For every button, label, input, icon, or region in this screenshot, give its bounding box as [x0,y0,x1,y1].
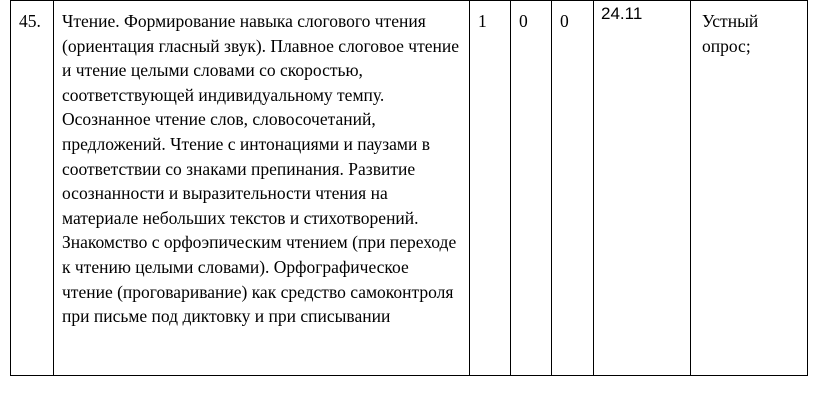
lesson-topic-cell [54,1,470,376]
hours-practice: 0 [560,11,569,31]
lesson-number: 45. [19,11,41,31]
hours-total-cell [470,1,511,376]
hours-total: 1 [478,11,487,31]
lesson-date: 24.11 [601,4,643,23]
hours-control: 0 [519,11,528,31]
lesson-plan-table [10,0,808,376]
lesson-topic: Чтение. Формирование навыка слогового чтения (ориентация гласный звук). Плавное слоговое чтение и чтение целыми словами со скоростью, соответствующей индивидуальному темпу. Осознанное чтение слов, словосочетаний, предложений. Чтение с интонациями и паузами в соответствии со знаками препинания. Развитие осознанности и выразительности чтения на материале небольших текстов и стихотворений. Знакомство с орфоэпическим чтением (при переходе к чтению целыми словами). Орфографическое чтение (проговаривание) как средство самоконтроля при письме под диктовку и при списывании [62,11,460,327]
control-form-cell [691,1,808,376]
lesson-number-cell [11,1,54,376]
hours-practice-cell [552,1,594,376]
control-form: Устный опрос; [702,11,759,56]
lesson-date-cell [594,1,691,376]
table-row [11,1,808,376]
hours-control-cell [511,1,552,376]
